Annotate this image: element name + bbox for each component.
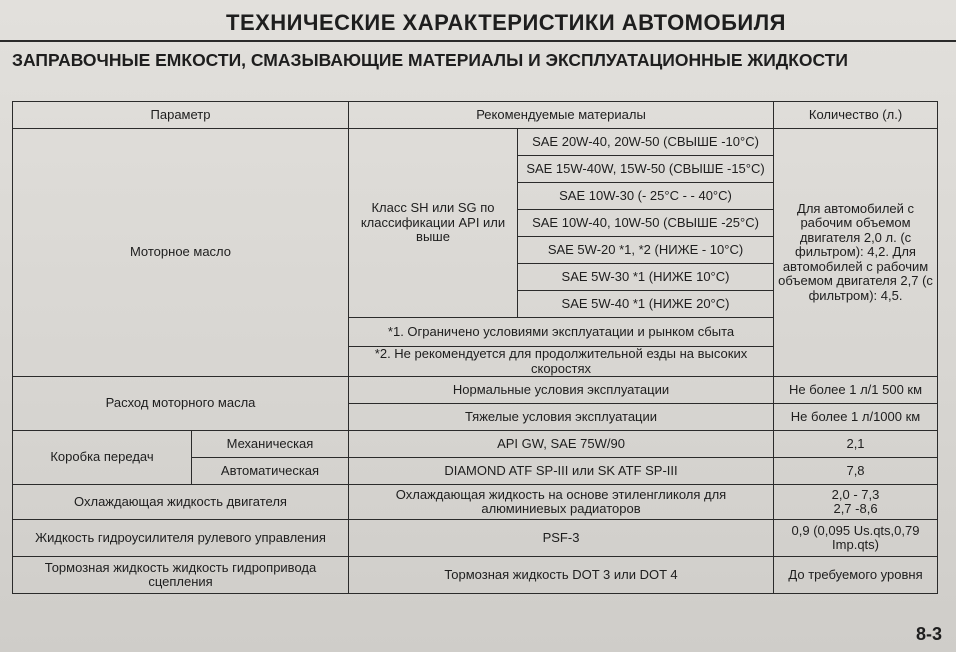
coolant-quantity-1: 2,0 - 7,3	[831, 486, 880, 502]
table-row	[13, 129, 938, 156]
gearbox-manual-label: Механическая	[192, 431, 349, 458]
power-steering-material: PSF-3	[349, 520, 774, 557]
table-header-row	[13, 102, 938, 129]
oil-consumption-normal-value: Не более 1 л/1 500 км	[774, 377, 938, 404]
gearbox-parameter: Коробка передач	[13, 431, 192, 485]
oil-grade: SAE 15W-40W, 15W-50 (СВЫШЕ -15°C)	[518, 156, 774, 183]
title-divider	[0, 40, 956, 42]
gearbox-auto-label: Автоматическая	[192, 458, 349, 485]
brake-fluid-material: Тормозная жидкость DOT 3 или DOT 4	[349, 557, 774, 594]
power-steering-quantity: 0,9 (0,095 Us.qts,0,79 Imp.qts)	[774, 520, 938, 557]
oil-grade: SAE 10W-40, 10W-50 (СВЫШЕ -25°C)	[518, 210, 774, 237]
section-subtitle: ЗАПРАВОЧНЫЕ ЕМКОСТИ, СМАЗЫВАЮЩИЕ МАТЕРИАЛЫ И ЭКСПЛУАТАЦИОННЫЕ ЖИДКОСТИ	[12, 50, 849, 70]
table-row	[13, 520, 938, 557]
table-row	[13, 431, 938, 458]
gearbox-auto-material: DIAMOND ATF SP-III или SK ATF SP-III	[349, 458, 774, 485]
page-title: ТЕХНИЧЕСКИЕ ХАРАКТЕРИСТИКИ АВТОМОБИЛЯ	[226, 10, 786, 35]
oil-consumption-heavy-value: Не более 1 л/1000 км	[774, 404, 938, 431]
footnote-2: *2. Не рекомендуется для продолжительной езды на высоких скоростях	[349, 347, 774, 377]
oil-grade: SAE 5W-40 *1 (НИЖЕ 20°C)	[518, 291, 774, 318]
oil-grade: SAE 10W-30 (- 25°C - - 40°C)	[518, 183, 774, 210]
header-parameter: Параметр	[13, 102, 349, 129]
oil-grade: SAE 5W-20 *1, *2 (НИЖЕ - 10°C)	[518, 237, 774, 264]
power-steering-parameter: Жидкость гидроусилителя рулевого управления	[13, 520, 349, 557]
header-quantity: Количество (л.)	[774, 102, 938, 129]
coolant-quantity	[774, 485, 938, 520]
table-row	[13, 485, 938, 520]
coolant-parameter: Охлаждающая жидкость двигателя	[13, 485, 349, 520]
engine-oil-parameter: Моторное масло	[13, 129, 349, 377]
engine-oil-quantity: Для автомобилей с рабочим объемом двигателя 2,0 л. (с фильтром): 4,2. Для автомобилей с рабочим объемом двигателя 2,7 (с фильтром): 4,5.	[774, 129, 938, 377]
oil-consumption-normal: Нормальные условия эксплуатации	[349, 377, 774, 404]
gearbox-auto-quantity: 7,8	[774, 458, 938, 485]
oil-consumption-parameter: Расход моторного масла	[13, 377, 349, 431]
footnote-1: *1. Ограничено условиями эксплуатации и рынком сбыта	[349, 318, 774, 347]
oil-consumption-heavy: Тяжелые условия эксплуатации	[349, 404, 774, 431]
header-materials: Рекомендуемые материалы	[349, 102, 774, 129]
specs-table	[12, 101, 938, 594]
brake-fluid-parameter: Тормозная жидкость жидкость гидропривода сцепления	[13, 557, 349, 594]
page-number: 8-3	[915, 624, 942, 644]
brake-fluid-quantity: До требуемого уровня	[774, 557, 938, 594]
oil-grade: SAE 20W-40, 20W-50 (СВЫШЕ -10°C)	[518, 129, 774, 156]
table-row	[13, 557, 938, 594]
gearbox-manual-material: API GW, SAE 75W/90	[349, 431, 774, 458]
table-row	[13, 377, 938, 404]
coolant-material: Охлаждающая жидкость на основе этиленгликоля для алюминиевых радиаторов	[349, 485, 774, 520]
coolant-quantity-2: 2,7 -8,6	[833, 501, 878, 516]
gearbox-manual-quantity: 2,1	[774, 431, 938, 458]
engine-oil-class: Класс SH или SG по классификации API или выше	[349, 129, 518, 318]
oil-grade: SAE 5W-30 *1 (НИЖЕ 10°C)	[518, 264, 774, 291]
